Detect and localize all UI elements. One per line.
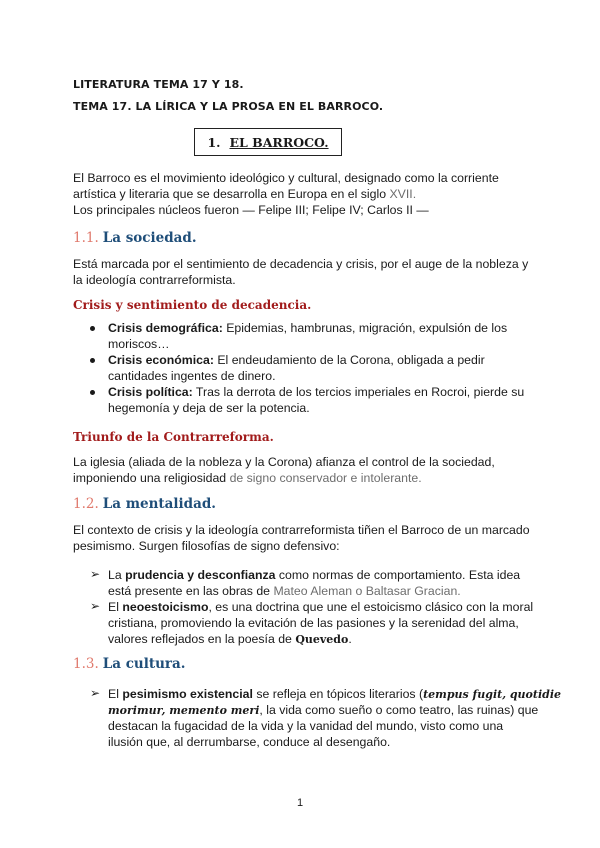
mentalidad-item-1-cont: está presente en las obras de Mateo Aleman o Baltasar Gracian. [108, 584, 461, 598]
page-number: 1 [297, 797, 304, 809]
intro-line-2: artística y literaria que se desarrolla en Europa en el siglo XVII. [73, 187, 417, 201]
crisis-item-2: Crisis económica: El endeudamiento de la Corona, obligada a pedir [108, 353, 485, 367]
mentalidad-item-2-line-2: cristiana, promoviendo la evitación de las pasiones y la serenidad del alma, [108, 616, 519, 630]
doc-title: LITERATURA TEMA 17 Y 18. [73, 78, 244, 91]
cultura-item-line-4: ilusión que, al derrumbarse, conduce al desengaño. [108, 735, 391, 749]
bullet-dot [90, 390, 95, 395]
mentalidad-item-1: La prudencia y desconfianza como normas de comportamiento. Esta idea [108, 568, 521, 582]
sociedad-line-1: Está marcada por el sentimiento de decadencia y crisis, por el auge de la nobleza y [73, 257, 529, 271]
intro-line-1: El Barroco es el movimiento ideológico y cultural, designado como la corriente [73, 171, 499, 185]
cultura-item-line-2: morimur, memento meri, la vida como sueño o como teatro, las ruinas) que [108, 703, 539, 717]
triunfo-line-1: La iglesia (aliada de la nobleza y la Corona) afianza el control de la sociedad, [73, 455, 495, 469]
section-title: EL BARROCO. [229, 134, 329, 150]
crisis-item-3: Crisis política: Tras la derrota de los tercios imperiales en Rocroi, pierde su [108, 385, 525, 399]
section-number: 1. [207, 134, 221, 150]
tema-title: TEMA 17. LA LÍRICA Y LA PROSA EN EL BARROCO. [73, 100, 384, 113]
crisis-item-1-cont: moriscos… [108, 337, 170, 351]
heading-mentalidad: 1.2. La mentalidad. [73, 496, 216, 512]
section-title-box [194, 128, 342, 156]
heading-sociedad: 1.1. La sociedad. [73, 230, 197, 246]
bullet-dot [90, 358, 95, 363]
heading-crisis: Crisis y sentimiento de decadencia. [73, 298, 312, 312]
heading-cultura: 1.3. La cultura. [73, 656, 186, 672]
cultura-item-line-3: destacan la fugacidad de la vida y la vanidad del mundo, visto como una [108, 719, 504, 733]
crisis-item-2-cont: cantidades ingentes de dinero. [108, 369, 276, 383]
cultura-item-line-1: El pesimismo existencial se refleja en tópicos literarios (tempus fugit, quotidie [108, 687, 562, 701]
triunfo-line-2: imponiendo una religiosidad de signo conservador e intolerante. [73, 471, 422, 485]
sociedad-line-2: la ideología contrarreformista. [73, 273, 236, 287]
bullet-dot [90, 326, 95, 331]
crisis-item-1: Crisis demográfica: Epidemias, hambrunas, migración, expulsión de los [108, 321, 508, 335]
intro-line-3: Los principales núcleos fueron — Felipe III; Felipe IV; Carlos II — [73, 203, 429, 217]
mentalidad-item-2: El neoestoicismo, es una doctrina que une el estoicismo clásico con la moral [108, 600, 534, 614]
mentalidad-line-2: pesimismo. Surgen filosofías de signo defensivo: [73, 539, 340, 553]
heading-triunfo: Triunfo de la Contrarreforma. [73, 430, 274, 444]
crisis-item-3-cont: hegemonía y deja de ser la potencia. [108, 401, 310, 415]
mentalidad-item-2-line-3: valores reflejados en la poesía de Quevedo. [108, 632, 352, 646]
arrow-bullet-icon: ➢ [90, 567, 101, 581]
mentalidad-line-1: El contexto de crisis y la ideología contrarreformista tiñen el Barroco de un marcado [73, 523, 530, 537]
arrow-bullet-icon: ➢ [90, 599, 101, 613]
arrow-bullet-icon: ➢ [90, 686, 101, 700]
